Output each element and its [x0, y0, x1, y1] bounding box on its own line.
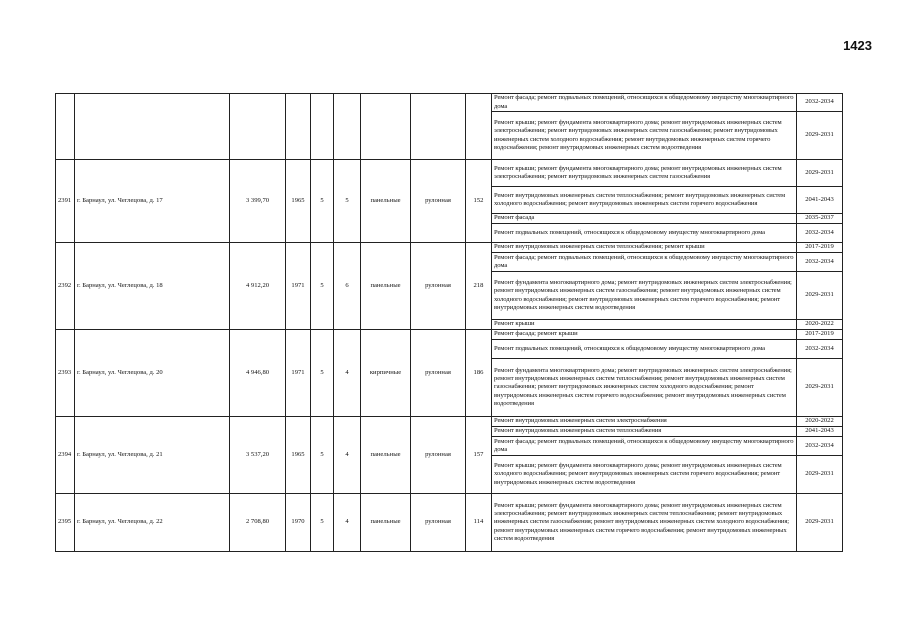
work-period: 2032-2034 [797, 437, 843, 456]
work-description: Ремонт фундамента многоквартирного дома; ремонт внутридомовых инженерных систем электроснабжения; ремонт внутридомовых инженерных систем теплоснабжения; ремонт внутридомовых инженерных систем газоснабжения; ремонт внутридомовых инженерных систем холодного водоснабжения; ремонт внутридомовых инженерных систем горячего водоснабжения; ремонт внутридомовых инженерных систем водоотведения [492, 359, 797, 417]
year-cell: 1965 [286, 417, 311, 494]
work-description: Ремонт фасада; ремонт подвальных помещений, относящихся к общедомовому имуществу многоквартирного дома [492, 94, 797, 112]
floors-cell: 5 [311, 160, 334, 243]
walls-cell: панельные [361, 417, 411, 494]
work-description: Ремонт подвальных помещений, относящихся к общедомовому имуществу многоквартирного дома [492, 340, 797, 359]
roof-cell: рулонная [411, 494, 466, 552]
apartments-cell: 218 [466, 243, 492, 330]
work-period: 2041-2043 [797, 187, 843, 214]
year-cell: 1965 [286, 160, 311, 243]
area-cell: 3 399,70 [230, 160, 286, 243]
work-period: 2032-2034 [797, 340, 843, 359]
work-description: Ремонт крыши; ремонт фундамента многоквартирного дома; ремонт внутридомовых инженерных систем электроснабжения; ремонт внутридомовых инженерных систем теплоснабжения; ремонт внутридомовых инженерных систем газоснабжения; ремонт внутридомовых инженерных систем холодного водоснабжения; ремонт внутридомовых инженерных систем горячего водоснабжения; ремонт внутридомовых инженерных систем водоотведения [492, 494, 797, 552]
work-description: Ремонт подвальных помещений, относящихся к общедомовому имуществу многоквартирного дома [492, 224, 797, 243]
area-cell: 3 537,20 [230, 417, 286, 494]
year-cell [286, 94, 311, 160]
floors-cell: 5 [311, 243, 334, 330]
area-cell: 2 708,80 [230, 494, 286, 552]
page-number: 1423 [843, 38, 872, 53]
work-description: Ремонт фасада; ремонт подвальных помещений, относящихся к общедомовому имуществу многоквартирного дома [492, 437, 797, 456]
area-cell [230, 94, 286, 160]
apartments-cell [466, 94, 492, 160]
address-cell [75, 417, 230, 494]
work-period: 2029-2031 [797, 359, 843, 417]
work-period: 2029-2031 [797, 272, 843, 320]
work-period: 2035-2037 [797, 214, 843, 224]
work-period: 2017-2019 [797, 330, 843, 340]
work-description: Ремонт внутридомовых инженерных систем теплоснабжения [492, 427, 797, 437]
address-cell [75, 243, 230, 330]
work-period: 2029-2031 [797, 112, 843, 160]
work-period: 2020-2022 [797, 320, 843, 330]
entrances-cell: 5 [334, 160, 361, 243]
address-text: г. Барнаул, ул. Чеглецова, д. 22 [77, 518, 163, 526]
work-description: Ремонт крыши; ремонт фундамента многоквартирного дома; ремонт внутридомовых инженерных систем электроснабжения; ремонт внутридомовых инженерных систем газоснабжения; ремонт внутридомовых инженерных систем холодного водоснабжения; ремонт внутридомовых инженерных систем горячего водоснабжения; ремонт внутридомовых инженерных систем водоотведения [492, 112, 797, 160]
address-cell [75, 160, 230, 243]
roof-cell: рулонная [411, 243, 466, 330]
walls-cell: панельные [361, 160, 411, 243]
work-description: Ремонт крыши; ремонт фундамента многоквартирного дома; ремонт внутридомовых инженерных систем электроснабжения; ремонт внутридомовых инженерных систем газоснабжения [492, 160, 797, 187]
repair-schedule-table [55, 93, 843, 552]
area-cell: 4 946,80 [230, 330, 286, 417]
roof-cell: рулонная [411, 417, 466, 494]
table-row [56, 243, 843, 253]
address-text: г. Барнаул, ул. Чеглецова, д. 21 [77, 450, 163, 458]
work-description: Ремонт фундамента многоквартирного дома; ремонт внутридомовых инженерных систем электроснабжения; ремонт внутридомовых инженерных систем газоснабжения; ремонт внутридомовых инженерных систем холодного водоснабжения; ремонт внутридомовых инженерных систем горячего водоснабжения; ремонт внутридомовых инженерных систем водоотведения [492, 272, 797, 320]
apartments-cell: 114 [466, 494, 492, 552]
floors-cell [311, 94, 334, 160]
work-period: 2032-2034 [797, 253, 843, 272]
walls-cell [361, 94, 411, 160]
walls-cell: кирпичные [361, 330, 411, 417]
roof-cell: рулонная [411, 330, 466, 417]
work-period: 2032-2034 [797, 94, 843, 112]
house-number: 2391 [56, 160, 75, 243]
work-description: Ремонт крыши; ремонт фундамента многоквартирного дома; ремонт внутридомовых инженерных систем холодного водоснабжения; ремонт внутридомовых инженерных систем горячего водоснабжения; ремонт внутридомовых инженерных систем водоотведения [492, 456, 797, 494]
work-period: 2029-2031 [797, 494, 843, 552]
roof-cell: рулонная [411, 160, 466, 243]
table-row [56, 417, 843, 427]
work-period: 2029-2031 [797, 456, 843, 494]
work-period: 2020-2022 [797, 417, 843, 427]
work-period: 2041-2043 [797, 427, 843, 437]
apartments-cell: 186 [466, 330, 492, 417]
floors-cell: 5 [311, 494, 334, 552]
entrances-cell: 6 [334, 243, 361, 330]
house-number [56, 94, 75, 160]
address-cell [75, 330, 230, 417]
apartments-cell: 152 [466, 160, 492, 243]
house-number: 2393 [56, 330, 75, 417]
entrances-cell: 4 [334, 494, 361, 552]
work-description: Ремонт внутридомовых инженерных систем теплоснабжения; ремонт внутридомовых инженерных систем холодного водоснабжения; ремонт внутридомовых инженерных систем горячего водоснабжения [492, 187, 797, 214]
year-cell: 1970 [286, 494, 311, 552]
entrances-cell: 4 [334, 417, 361, 494]
house-number: 2395 [56, 494, 75, 552]
year-cell: 1971 [286, 243, 311, 330]
roof-cell [411, 94, 466, 160]
entrances-cell [334, 94, 361, 160]
address-text: г. Барнаул, ул. Чеглецова, д. 18 [77, 281, 163, 289]
address-text: г. Барнаул, ул. Чеглецова, д. 17 [77, 196, 163, 204]
work-description: Ремонт крыши [492, 320, 797, 330]
table-row [56, 330, 843, 340]
work-period: 2032-2034 [797, 224, 843, 243]
entrances-cell: 4 [334, 330, 361, 417]
work-description: Ремонт внутридомовых инженерных систем электроснабжения [492, 417, 797, 427]
work-period: 2029-2031 [797, 160, 843, 187]
walls-cell: панельные [361, 494, 411, 552]
table-row [56, 94, 843, 112]
apartments-cell: 157 [466, 417, 492, 494]
work-period: 2017-2019 [797, 243, 843, 253]
house-number: 2394 [56, 417, 75, 494]
work-description: Ремонт фасада; ремонт подвальных помещений, относящихся к общедомовому имуществу многоквартирного дома [492, 253, 797, 272]
work-description: Ремонт внутридомовых инженерных систем теплоснабжения; ремонт крыши [492, 243, 797, 253]
address-cell [75, 94, 230, 160]
house-number: 2392 [56, 243, 75, 330]
table-row [56, 160, 843, 187]
table-row [56, 494, 843, 552]
floors-cell: 5 [311, 330, 334, 417]
address-cell [75, 494, 230, 552]
year-cell: 1971 [286, 330, 311, 417]
area-cell: 4 912,20 [230, 243, 286, 330]
floors-cell: 5 [311, 417, 334, 494]
walls-cell: панельные [361, 243, 411, 330]
work-description: Ремонт фасада; ремонт крыши [492, 330, 797, 340]
address-text: г. Барнаул, ул. Чеглецова, д. 20 [77, 368, 163, 376]
work-description: Ремонт фасада [492, 214, 797, 224]
